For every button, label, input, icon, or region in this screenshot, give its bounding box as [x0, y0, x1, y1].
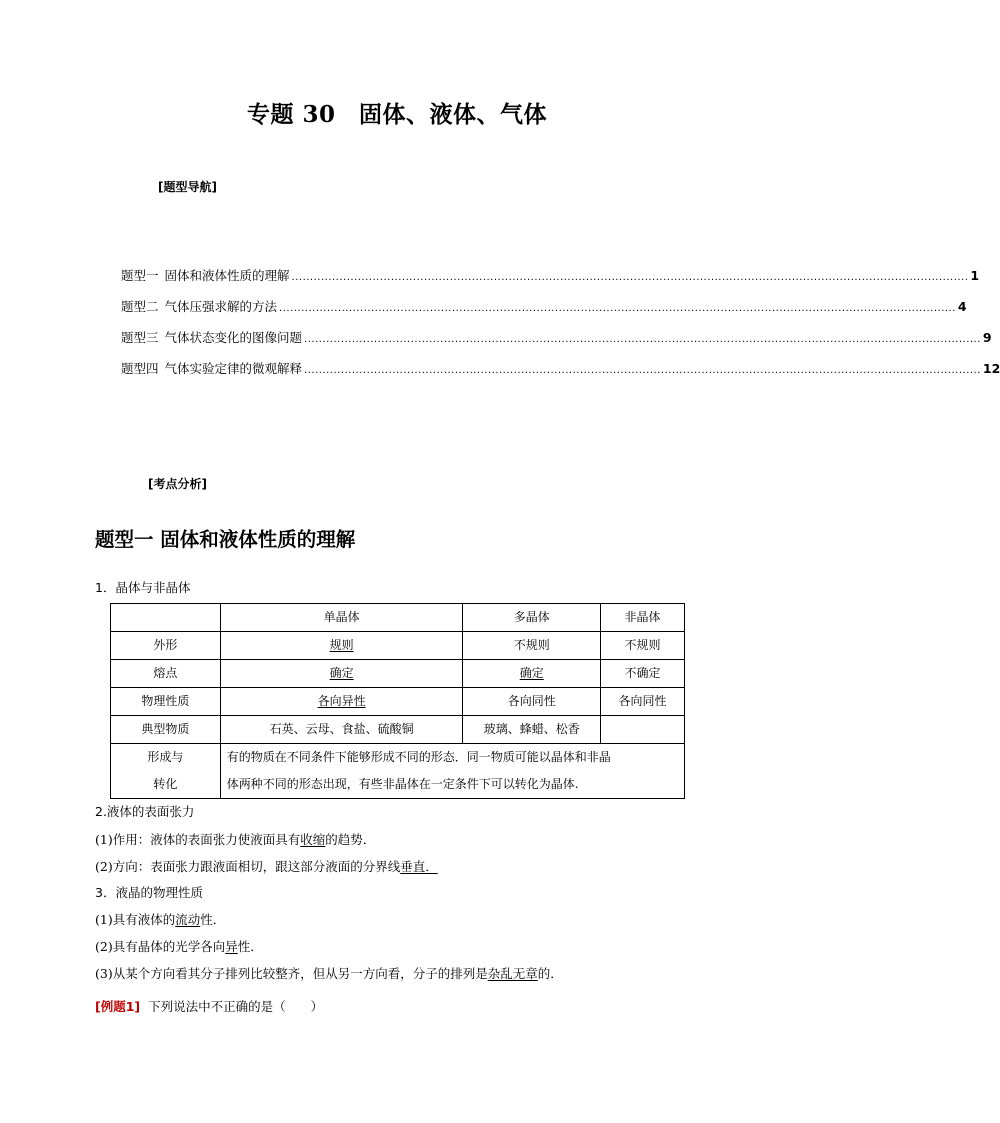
table-row — [111, 744, 685, 799]
crystal-comparison-table — [110, 603, 685, 799]
toc-entry-title: 气体压强求解的方法 — [164, 299, 278, 314]
row-label-cell: 熔点 — [111, 660, 221, 688]
underlined-value: 各向异性 — [317, 694, 366, 708]
toc-entry[interactable] — [121, 328, 992, 359]
table-cell: 不规则 — [601, 632, 685, 660]
underlined-value: 垂直． — [400, 859, 438, 874]
toc-entry-title: 气体状态变化的图像问题 — [164, 330, 303, 345]
subsection-title: 晶体与非晶体 — [115, 580, 191, 595]
toc-dot-leader: ........................................................................................................................................................................................ — [304, 365, 981, 376]
underlined-value: 异 — [225, 939, 238, 954]
toc-entry-title: 气体实验定律的微观解释 — [164, 361, 303, 376]
toc-entry-page: 1 — [970, 268, 980, 283]
table-header-cell — [111, 604, 221, 632]
row-label-line: 形成与 — [147, 750, 184, 764]
toc-entry-page: 12 — [982, 361, 1000, 376]
table-row — [111, 716, 685, 744]
subsection-number: 3． — [95, 885, 116, 900]
table-header-cell: 多晶体 — [463, 604, 601, 632]
table-header-cell: 单晶体 — [220, 604, 463, 632]
description-line: 体两种不同的形态出现，有些非晶体在一定条件下可以转化为晶体. — [226, 777, 579, 791]
example-tag: [例题1] — [95, 999, 141, 1014]
subsection-liquid-crystal-heading — [95, 883, 203, 901]
paragraph: (2)方向：表面张力跟液面相切，跟这部分液面的分界线垂直． — [95, 859, 438, 874]
table-cell: 石英、云母、食盐、硫酸铜 — [220, 716, 463, 744]
row-label-line: 转化 — [153, 777, 178, 791]
toc-entry-page: 9 — [982, 330, 992, 345]
paragraph: (1)具有液体的流动性． — [95, 912, 226, 927]
subsection-number: 1． — [95, 580, 116, 595]
toc-entry[interactable] — [121, 266, 980, 297]
description-line: 有的物质在不同条件下能够形成不同的形态．同一物质可能以晶体和非晶 — [226, 750, 611, 764]
table-row — [111, 660, 685, 688]
example-question — [95, 997, 323, 1015]
toc-entry-page: 4 — [957, 299, 967, 314]
toc-dot-leader: ........................................................................................................................................................................................ — [279, 303, 956, 314]
table-cell: 不确定 — [601, 660, 685, 688]
subsection-title: 液晶的物理性质 — [115, 885, 203, 900]
row-label-cell — [111, 744, 221, 799]
table-header-row — [111, 604, 685, 632]
table-cell — [601, 716, 685, 744]
page-title: 专题 30 固体、液体、气体 — [246, 101, 547, 128]
toc-dot-leader: ........................................................................................................................................................................................ — [291, 272, 969, 283]
paragraph: (1)作用：液体的表面张力使液面具有收缩的趋势． — [95, 832, 376, 847]
toc-entry-number: 题型三 — [121, 330, 159, 345]
table-header-cell: 非晶体 — [601, 604, 685, 632]
toc-entry-number: 题型二 — [121, 299, 159, 314]
topic-navigation-label: [题型导航] — [158, 180, 217, 194]
underlined-value: 杂乱无章 — [487, 966, 538, 981]
table-cell: 玻璃、蜂蜡、松香 — [463, 716, 601, 744]
table-cell — [220, 688, 463, 716]
toc-entry-number: 题型四 — [121, 361, 159, 376]
paragraph: (3)从某个方向看其分子排列比较整齐，但从另一方向看，分子的排列是杂乱无章的． — [95, 966, 563, 981]
toc-entry[interactable] — [121, 359, 1000, 390]
example-question-text: 下列说法中不正确的是（ ） — [148, 999, 324, 1014]
table-row — [111, 632, 685, 660]
paragraph: (2)具有晶体的光学各向异性． — [95, 939, 263, 954]
subsection-surface-tension-heading: 2.液体的表面张力 — [95, 804, 195, 819]
table-cell: 各向同性 — [463, 688, 601, 716]
underlined-value: 确定 — [329, 666, 354, 680]
toc-entry-number: 题型一 — [121, 268, 159, 283]
row-label-cell: 物理性质 — [111, 688, 221, 716]
table-cell — [463, 660, 601, 688]
row-label-cell: 外形 — [111, 632, 221, 660]
row-label-cell: 典型物质 — [111, 716, 221, 744]
table-of-contents — [121, 266, 1000, 390]
table-cell: 不规则 — [463, 632, 601, 660]
table-cell — [220, 632, 463, 660]
table-cell — [220, 660, 463, 688]
underlined-value: 收缩 — [300, 832, 326, 847]
table-row — [111, 688, 685, 716]
underlined-value: 确定 — [519, 666, 544, 680]
table-cell: 各向同性 — [601, 688, 685, 716]
section-heading: 题型一 固体和液体性质的理解 — [95, 528, 356, 551]
subsection-crystal-heading — [95, 578, 190, 596]
toc-entry[interactable] — [121, 297, 967, 328]
toc-dot-leader: ........................................................................................................................................................................................ — [304, 334, 981, 345]
merged-description-cell — [220, 744, 684, 799]
key-point-analysis-label: [考点分析] — [148, 477, 207, 491]
toc-entry-title: 固体和液体性质的理解 — [164, 268, 290, 283]
underlined-value: 规则 — [329, 638, 354, 652]
underlined-value: 流动 — [175, 912, 201, 927]
